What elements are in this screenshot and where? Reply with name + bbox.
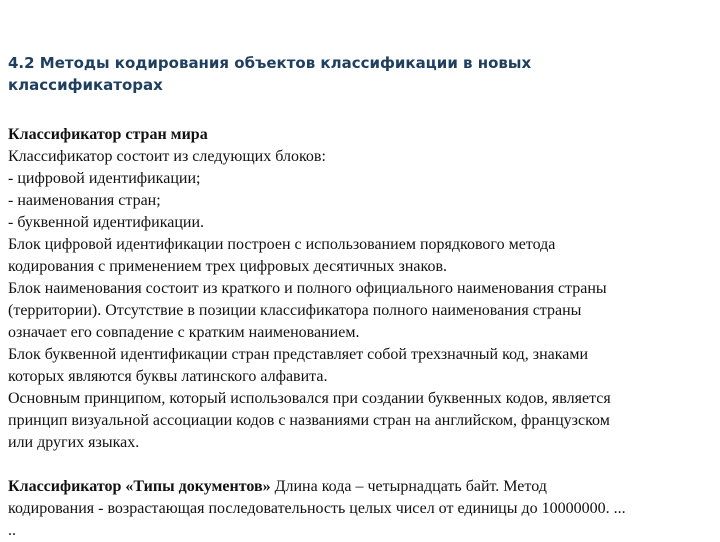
text-line: (территории). Отсутствие в позиции классификатора полного наименования страны xyxy=(8,302,582,319)
title-line-1: 4.2 Методы кодирования объектов классификации в новых xyxy=(8,54,532,72)
text-line: Основным принципом, который использовался при создании буквенных кодов, является xyxy=(8,390,611,407)
page-title xyxy=(8,52,708,96)
paragraph-gap xyxy=(8,454,714,476)
list-item: - цифровой идентификации; xyxy=(8,170,201,187)
list-item: - буквенной идентификации. xyxy=(8,214,205,231)
document-types-line xyxy=(8,476,714,498)
text-line: означает его совпадение с кратким наименованием. xyxy=(8,324,360,341)
text-line: или других языках. xyxy=(8,434,140,451)
text-line: Блок буквенной идентификации стран представляет собой трехзначный код, знаками xyxy=(8,346,589,363)
list-item: - наименования стран; xyxy=(8,192,161,209)
text-line: Классификатор состоит из следующих блоков: xyxy=(8,148,326,165)
section-subtitle-document-types: Классификатор «Типы документов» xyxy=(8,478,271,495)
document-types-description: Длина кода – четырнадцать байт. Метод xyxy=(270,478,547,495)
title-line-2: классификаторах xyxy=(8,76,163,94)
section-subtitle-countries: Классификатор стран мира xyxy=(8,126,208,143)
text-line: .. xyxy=(8,522,16,539)
text-line: кодирования с применением трех цифровых десятичных знаков. xyxy=(8,258,447,275)
text-line: Блок наименования состоит из краткого и полного официального наименования страны xyxy=(8,280,607,297)
text-line: которых являются буквы латинского алфавита. xyxy=(8,368,328,385)
text-line: кодирования - возрастающая последовательность целых чисел от единицы до 10000000. ... xyxy=(8,500,626,517)
text-line: принцип визуальной ассоциации кодов с названиями стран на английском, французском xyxy=(8,412,610,429)
body-text xyxy=(8,124,714,542)
text-line: Блок цифровой идентификации построен с использованием порядкового метода xyxy=(8,236,556,253)
